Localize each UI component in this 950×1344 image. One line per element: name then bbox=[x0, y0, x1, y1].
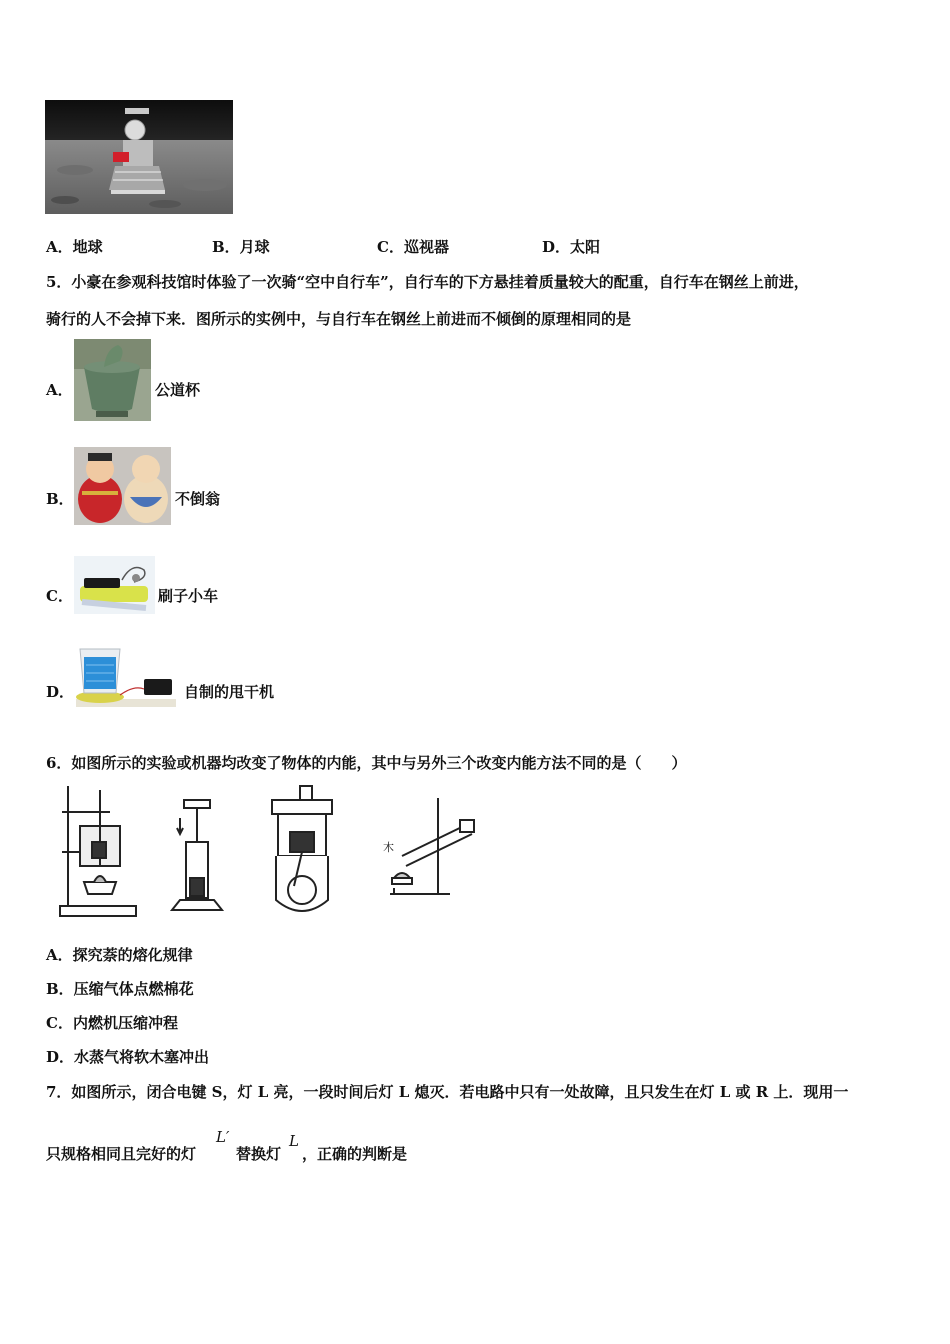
q7-symbol-l-prime: L′ bbox=[216, 1128, 230, 1146]
q4-option-a: A．地球 bbox=[46, 238, 103, 256]
q5-option-a-label: 公道杯 bbox=[155, 381, 201, 399]
q4-option-c: C．巡视器 bbox=[377, 238, 449, 256]
q5-option-b-label: 不倒翁 bbox=[175, 490, 221, 508]
q5-option-a-letter: A． bbox=[46, 381, 73, 399]
spin-dryer-image bbox=[74, 641, 181, 711]
q7-stem-line2-b: 替换灯 bbox=[236, 1145, 282, 1163]
q5-option-b-letter: B． bbox=[46, 490, 74, 508]
q4-option-d: D．太阳 bbox=[542, 238, 601, 256]
q6-figures bbox=[50, 782, 490, 922]
brush-car-image bbox=[74, 556, 155, 614]
lunar-rover-image bbox=[45, 100, 233, 214]
q5-option-c-label: 刷子小车 bbox=[158, 587, 219, 605]
q4-option-b: B．月球 bbox=[212, 238, 270, 256]
tumbler-toy-image bbox=[74, 447, 171, 525]
q5-stem-line2: 骑行的人不会掉下来．图所示的实例中，与自行车在钢丝上前进而不倾倒的原理相同的是 bbox=[46, 310, 632, 328]
q7-stem-line2-a: 只规格相同且完好的灯 bbox=[46, 1145, 197, 1163]
q7-stem-line1: 7．如图所示，闭合电键 S，灯 L 亮，一段时间后灯 L 熄灭．若电路中只有一处故障，且只发生在灯 L 或 R 上．现用一 bbox=[46, 1083, 849, 1101]
q6-option-b: B．压缩气体点燃棉花 bbox=[46, 980, 194, 998]
q5-stem-line1: 5．小豪在参观科技馆时体验了一次骑“空中自行车”，自行车的下方悬挂着质量较大的配重，自行车在钢丝上前进， bbox=[46, 273, 809, 291]
q6-stem: 6．如图所示的实验或机器均改变了物体的内能，其中与另外三个改变内能方法不同的是（ ） bbox=[46, 754, 687, 772]
q5-option-d-letter: D． bbox=[46, 683, 75, 701]
q5-option-d-label: 自制的甩干机 bbox=[184, 683, 275, 701]
q7-symbol-l: L bbox=[289, 1132, 299, 1150]
q6-option-c: C．内燃机压缩冲程 bbox=[46, 1014, 178, 1032]
q6-option-d: D．水蒸气将软木塞冲出 bbox=[46, 1048, 210, 1066]
q5-option-c-letter: C． bbox=[46, 587, 73, 605]
gongdao-cup-image bbox=[74, 339, 151, 421]
q6-option-a: A．探究萘的熔化规律 bbox=[46, 946, 193, 964]
q7-stem-line2-c: ，正确的判断是 bbox=[302, 1145, 408, 1163]
q6-figure-label-mu: 木 bbox=[383, 841, 394, 854]
